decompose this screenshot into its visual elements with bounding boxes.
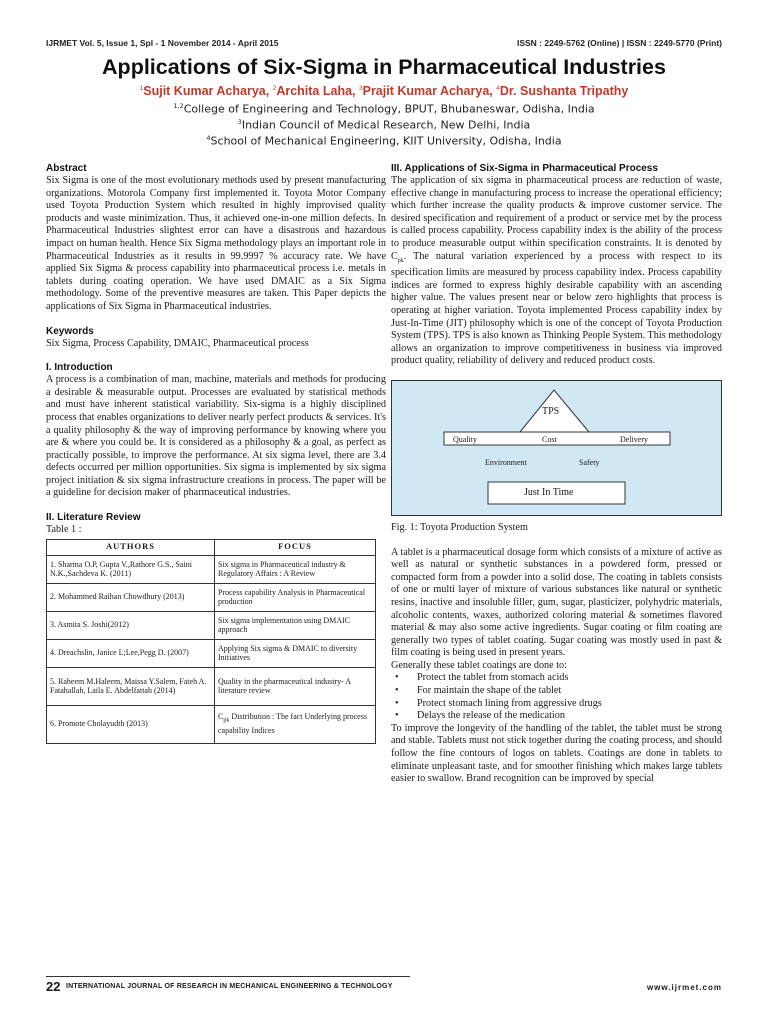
list-item xyxy=(391,685,722,698)
table-caption: Table 1 : xyxy=(46,524,82,536)
affiliation-1 xyxy=(0,102,768,116)
bullet-icon: • xyxy=(395,710,399,722)
author-sup-1: 1 xyxy=(139,84,144,92)
author-name-2: Archita Laha, xyxy=(276,84,359,98)
table-cell-authors: 2. Mohammed Raihan Chowdhury (2013) xyxy=(47,583,215,611)
bullet-icon: • xyxy=(395,685,399,697)
affiliation-text: School of Mechanical Engineering, KIIT University, Odisha, India xyxy=(210,134,562,148)
introduction-text: A process is a combination of man, machine, materials and methods for producing a desirable & measurable output. Processes are evaluated by statistical methods and must have inherent statistical variability. Six-sigma is a highly disciplined process that enables organizations to deliver nearly perfect products & services. It's a quality philosophy & the way of improving performance by knowing where you are & where you could be. It is considered as a philosophy & a goal, as perfect as practically possible, to improve the performance. At six sigma level, there are 3.4 defects occurred per million opportunities. Six sigma is implemented by six sigma project initiation & six sigma infrastructure creations in process. The paper will be a guideline for decision maker of pharmaceutical industries. xyxy=(46,374,386,499)
table-cell-focus: Quality in the pharmaceutical industry- A literature review xyxy=(215,667,376,705)
keywords-heading: Keywords xyxy=(46,325,94,337)
table-row xyxy=(47,639,376,667)
journal-website-link[interactable]: www.ijrmet.com xyxy=(646,983,722,992)
keywords-text: Six Sigma, Process Capability, DMAIC, Pharmaceutical process xyxy=(46,337,309,349)
table-row xyxy=(47,583,376,611)
tps-figure xyxy=(391,380,722,516)
cpk-subscript: pk xyxy=(397,257,404,264)
pillar-label-cost: Cost xyxy=(542,434,557,444)
coating-purpose-list xyxy=(391,672,722,722)
list-item-text: Protect stomach lining from aggressive drugs xyxy=(417,697,602,709)
pillar-label-delivery: Delivery xyxy=(620,434,648,444)
affiliation-sup: 3 xyxy=(237,118,242,126)
list-item-text: Protect the tablet from stomach acids xyxy=(417,672,569,684)
abstract-heading: Abstract xyxy=(46,163,87,174)
list-item-text: Delays the release of the medication xyxy=(417,710,565,722)
table-cell-authors: 6. Promote Cholayudth (2013) xyxy=(47,705,215,743)
table-cell-focus: Six sigma in Pharmaceutical industry & Regulatory Affairs : A Review xyxy=(215,555,376,583)
table-cell-authors: 5. Raheem M.Haleem, Maissa Y.Salem, Fateh A. Fatahallah, Laila E. Abdelfattah (2014) xyxy=(47,667,215,705)
literature-heading: II. Literature Review xyxy=(46,512,141,524)
table-cell-authors: 4. Dreachslin, Janice L;Lee,Pegg D. (2007) xyxy=(47,639,215,667)
issn-info: ISSN : 2249-5762 (Online) | ISSN : 2249-5770 (Print) xyxy=(516,38,722,48)
table-row xyxy=(47,555,376,583)
journal-volume-info: IJRMET Vol. 5, Issue 1, Spl - 1 November 2014 - April 2015 xyxy=(46,38,279,48)
table-cell-authors: 3. Asmita S. Joshi(2012) xyxy=(47,611,215,639)
table-cell-focus: Six sigma implementation using DMAIC approach xyxy=(215,611,376,639)
section3-paragraph-3: To improve the longevity of the handling of the tablet, the tablet must be strong and stable. Tablets must not stick together during the coating process, and should follow the fine contours of logos on tablets. Coatings are done in tablets to eliminate unpleasant taste, and for smoother finishing which makes large tablets easier to swallow. Brand recognition can be improved by special xyxy=(391,722,722,785)
tps-safety-label: Safety xyxy=(579,457,600,467)
tps-environment-label: Environment xyxy=(485,457,527,467)
author-name-4: Dr. Sushanta Tripathy xyxy=(499,84,629,98)
table-row xyxy=(47,705,376,743)
tps-roof-label: TPS xyxy=(542,405,560,417)
page-number: 22 xyxy=(46,979,61,994)
page-footer xyxy=(46,981,722,997)
tps-foundation-label: Just In Time xyxy=(524,486,574,498)
focus-column-header: FOCUS xyxy=(215,539,376,555)
table-cell-authors: 1. Sharma O.P, Gupta V.,Rathore G.S., Saini N.K.,Sachdeva K. (2011) xyxy=(47,555,215,583)
abstract-text: Six Sigma is one of the most evolutionary methods used by present manufacturing organizations. Motorola Company first implemented it. Toyota Motor Company used Toyota Production System which resulted in highly improvised quality products and waste minimization. Thus, it achieved one-in-one million defects. In Pharmaceutical Industries slightest error can have a disastrous and hazardous impact on human health. Hence Six Sigma methodology plays an important role in Pharmaceutical Industries as it results in 99.9997 % accuracy rate. We have applied Six Sigma & process capability into pharmaceutical process i.e. metals in tablets during coating operation. We have used DMAIC as a Six Sigma methodology. Some of the preventive measures are taken. This Paper depicts the applications of Six Sigma in Pharmaceutical industries. xyxy=(46,175,386,312)
list-item xyxy=(391,672,722,685)
table-cell-focus: Applying Six sigma & DMAIC to diversity Initiatives xyxy=(215,639,376,667)
paragraph-text: . The natural variation experienced by a process with respect to its specification limits are measured by process capability index. Process capability indices are formed to express highly desirable capability with an ascending higher value. The values present near or below zero highlights that process is operating at higher variation. Toyota implemented Process capability index by Just-In-Time (JIT) philosophy which is one of the concept of Toyota Production System (TPS). TPS is also known as Thinking People System. This methodology allows an organization to improve competitiveness in business via improved product quality, reliability of delivery and reduced product costs. xyxy=(391,250,722,367)
author-name-1: Sujit Kumar Acharya, xyxy=(143,84,273,98)
list-item xyxy=(391,710,722,723)
section3-heading: III. Applications of Six-Sigma in Pharmaceutical Process xyxy=(391,163,658,174)
literature-table xyxy=(46,539,376,744)
author-sup-3: 3 xyxy=(358,84,363,92)
author-sup-2: 2 xyxy=(272,84,277,92)
cpk-symbol: C xyxy=(218,712,224,722)
running-head xyxy=(46,38,722,52)
bullet-icon: • xyxy=(395,672,399,684)
figure-caption: Fig. 1: Toyota Production System xyxy=(391,521,528,533)
author-list xyxy=(0,84,768,98)
left-column xyxy=(46,163,386,744)
list-item xyxy=(391,698,722,711)
affiliation-text: College of Engineering and Technology, BPUT, Bhubaneswar, Odisha, India xyxy=(183,102,595,116)
table-cell-focus xyxy=(215,705,376,743)
author-sup-4: 4 xyxy=(496,84,500,92)
cpk-subscript: pk xyxy=(223,717,230,724)
affiliation-sup: 4 xyxy=(206,134,211,142)
paper-title: Applications of Six-Sigma in Pharmaceutical Industries xyxy=(102,55,666,79)
table-row xyxy=(47,611,376,639)
affiliation-text: Indian Council of Medical Research, New Delhi, India xyxy=(241,118,531,132)
table-cell-focus: Process capability Analysis in Pharmaceutical production xyxy=(215,583,376,611)
list-item-text: For maintain the shape of the tablet xyxy=(417,685,562,697)
focus-text: Distribution : The fact Underlying process capability Indices xyxy=(218,712,367,736)
authors-column-header: AUTHORS xyxy=(47,539,215,555)
footer-rule xyxy=(46,976,410,977)
list-intro: Generally these tablet coatings are done to: xyxy=(391,659,567,671)
author-name-3: Prajit Kumar Acharya, xyxy=(362,84,497,98)
section3-paragraph-2: A tablet is a pharmaceutical dosage form which consists of a mixture of active as well as natural or synthetic substances in a powdered form, pressed or compacted form from a powder into a solid dose. The coating in tablets consists of one or multi layer of mixture of various substances like natural or synthetic resins, inactive and insoluble filler, gum, sugar, plasticizer, polyhydric materials, alcoholic contents, waxes, authorized coloring material & sometimes flavored material & may also some active ingredients. Sugar coating or film coating are generally two types of tablet coating. Sugar coating was mostly used in past & film coating is being used in present years. xyxy=(391,546,722,659)
journal-name: INTERNATIONAL JOURNAL OF RESEARCH IN MECHANICAL ENGINEERING & TECHNOLOGY xyxy=(66,983,393,990)
introduction-heading: I. Introduction xyxy=(46,362,113,374)
affiliation-sup: 1,2 xyxy=(173,102,184,110)
bullet-icon: • xyxy=(395,697,399,709)
table-row xyxy=(47,667,376,705)
paragraph-text: The application of six sigma in pharmaceutical process are reduction of waste, effective change in manufacturing process to increase the operational efficiency; which further increase the quality products & improve customer service. The desired specification and requirement of a product or service met by the process is called process capability. Process capability index is the ability of the process to produce measurable output within specification constraints. It is denoted by C xyxy=(391,175,722,262)
table-header-row xyxy=(47,539,376,555)
pillar-label-quality: Quality xyxy=(453,434,477,444)
section3-paragraph-1 xyxy=(391,175,722,368)
affiliation-3 xyxy=(0,134,768,148)
right-column xyxy=(391,163,722,786)
affiliation-2 xyxy=(0,118,768,132)
